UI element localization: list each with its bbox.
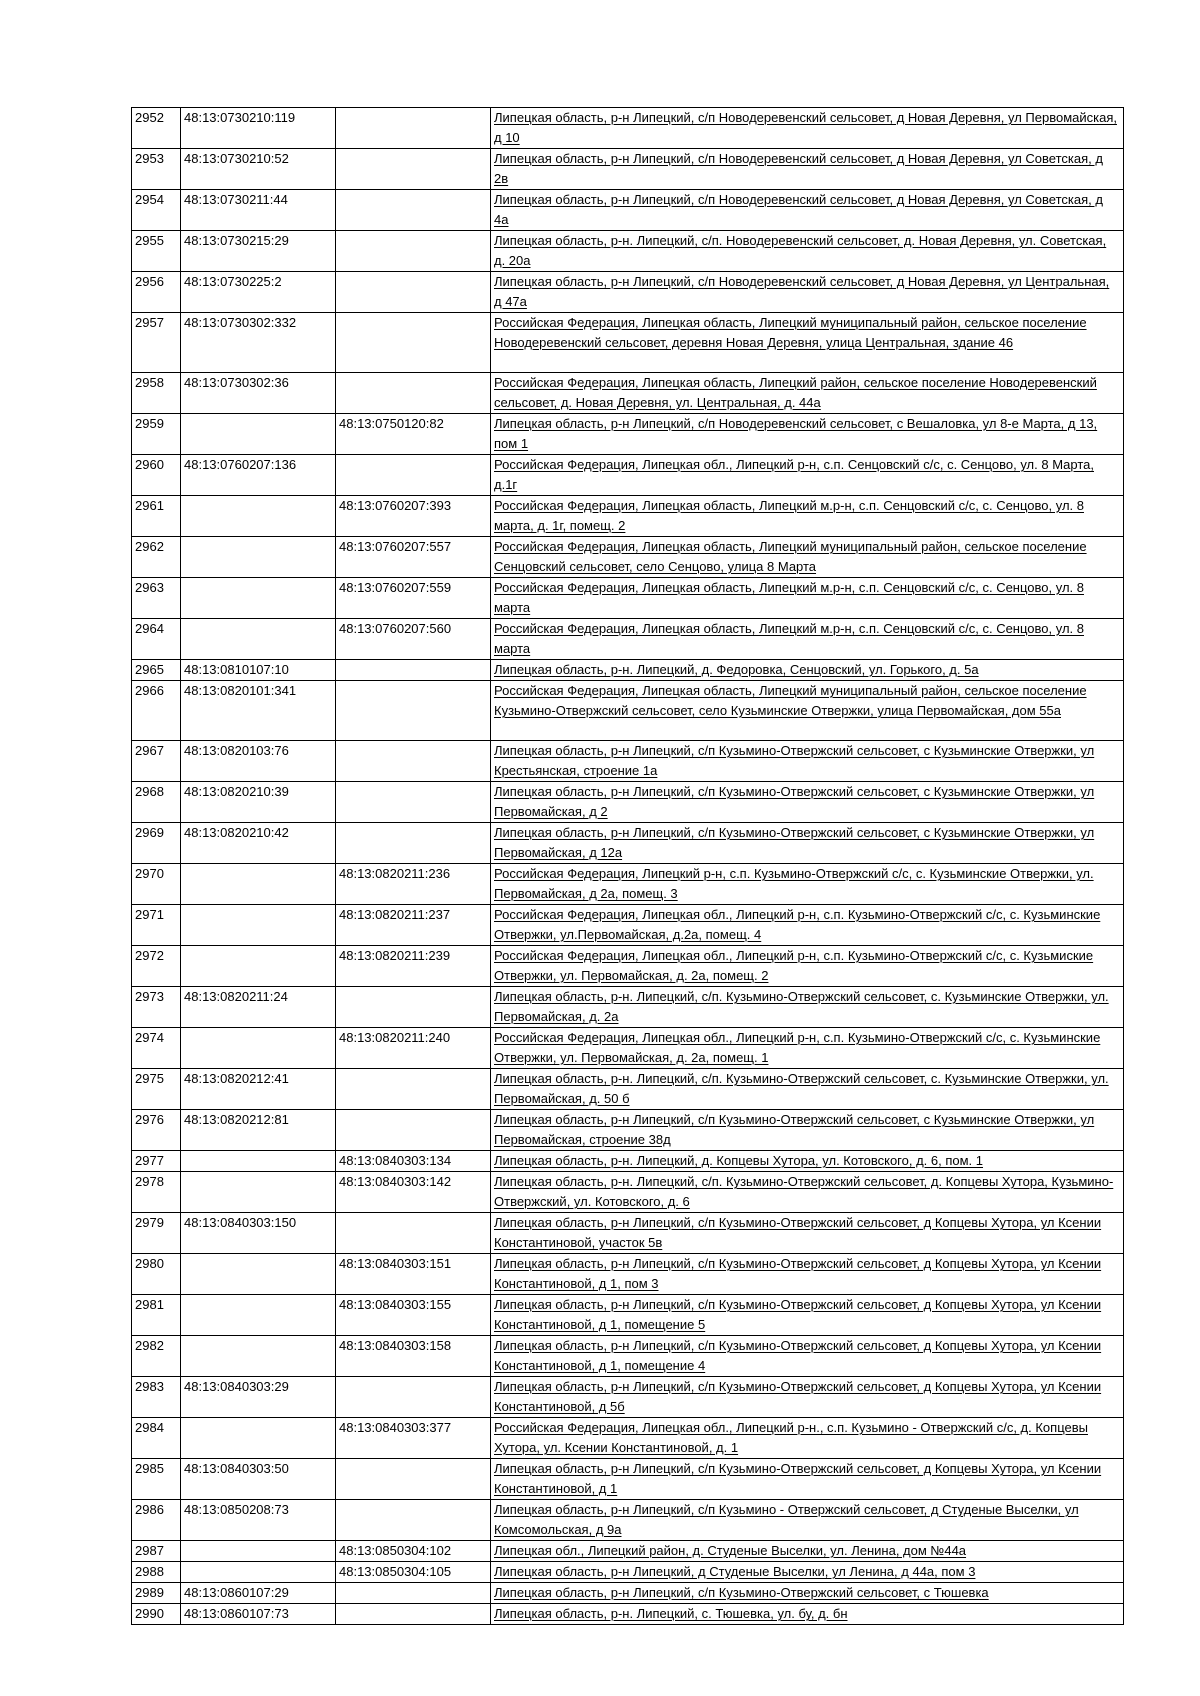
row-number-cell: 2979 [132, 1213, 181, 1254]
table-row [132, 782, 1124, 823]
address-cell: Липецкая область, р-н. Липецкий, д. Копцевы Хутора, ул. Котовского, д. 6, пом. 1 [491, 1151, 1124, 1172]
land-cadastral-number-cell: 48:13:0860107:29 [181, 1583, 336, 1604]
land-cadastral-number-cell: 48:13:0840303:29 [181, 1377, 336, 1418]
row-number-cell: 2980 [132, 1254, 181, 1295]
row-number-cell: 2986 [132, 1500, 181, 1541]
table-row [132, 1418, 1124, 1459]
cadastral-registry-table [131, 107, 1124, 1625]
row-number-cell: 2968 [132, 782, 181, 823]
object-cadastral-number-cell [336, 823, 491, 864]
row-number-cell: 2957 [132, 313, 181, 373]
object-cadastral-number-cell [336, 455, 491, 496]
row-number-cell: 2982 [132, 1336, 181, 1377]
land-cadastral-number-cell: 48:13:0850208:73 [181, 1500, 336, 1541]
land-cadastral-number-cell [181, 619, 336, 660]
address-cell: Липецкая область, р-н. Липецкий, с/п. Кузьмино-Отвержский сельсовет, с. Кузьминские Отвержки, ул. Первомайская, д. 2а [491, 987, 1124, 1028]
table-row [132, 681, 1124, 741]
table-row [132, 108, 1124, 149]
object-cadastral-number-cell [336, 272, 491, 313]
address-cell: Липецкая область, р-н Липецкий, д Студеные Выселки, ул Ленина, д 44а, пом 3 [491, 1562, 1124, 1583]
table-row [132, 1254, 1124, 1295]
row-number-cell: 2952 [132, 108, 181, 149]
object-cadastral-number-cell: 48:13:0820211:239 [336, 946, 491, 987]
object-cadastral-number-cell [336, 660, 491, 681]
row-number-cell: 2972 [132, 946, 181, 987]
row-number-cell: 2967 [132, 741, 181, 782]
row-number-cell: 2985 [132, 1459, 181, 1500]
object-cadastral-number-cell [336, 1213, 491, 1254]
table-row [132, 1028, 1124, 1069]
land-cadastral-number-cell [181, 1541, 336, 1562]
row-number-cell: 2970 [132, 864, 181, 905]
row-number-cell: 2954 [132, 190, 181, 231]
land-cadastral-number-cell: 48:13:0730302:36 [181, 373, 336, 414]
land-cadastral-number-cell: 48:13:0760207:136 [181, 455, 336, 496]
table-row [132, 455, 1124, 496]
table-row [132, 1604, 1124, 1625]
object-cadastral-number-cell: 48:13:0750120:82 [336, 414, 491, 455]
object-cadastral-number-cell: 48:13:0760207:559 [336, 578, 491, 619]
object-cadastral-number-cell [336, 1110, 491, 1151]
address-cell: Российская Федерация, Липецкая обл., Липецкий р-н, с.п. Кузьмино-Отвержский с/с, с. Кузьмиские Отвержки, ул. Первомайская, д. 2а, помещ. 2 [491, 946, 1124, 987]
land-cadastral-number-cell [181, 537, 336, 578]
address-cell: Российская Федерация, Липецкая обл., Липецкий р-н, с.п. Кузьмино-Отвержский с/с, с. Кузьминские Отвержки, ул.Первомайская, д.2а, помещ. 4 [491, 905, 1124, 946]
land-cadastral-number-cell [181, 946, 336, 987]
object-cadastral-number-cell [336, 108, 491, 149]
address-cell: Липецкая область, р-н. Липецкий, с/п. Кузьмино-Отвержский сельсовет, с. Кузьминские Отвержки, ул. Первомайская, д. 50 б [491, 1069, 1124, 1110]
object-cadastral-number-cell [336, 1583, 491, 1604]
object-cadastral-number-cell: 48:13:0850304:102 [336, 1541, 491, 1562]
table-row [132, 619, 1124, 660]
land-cadastral-number-cell: 48:13:0730210:52 [181, 149, 336, 190]
object-cadastral-number-cell: 48:13:0760207:393 [336, 496, 491, 537]
land-cadastral-number-cell: 48:13:0860107:73 [181, 1604, 336, 1625]
land-cadastral-number-cell: 48:13:0820212:81 [181, 1110, 336, 1151]
land-cadastral-number-cell [181, 1295, 336, 1336]
table-row [132, 741, 1124, 782]
row-number-cell: 2973 [132, 987, 181, 1028]
land-cadastral-number-cell: 48:13:0840303:50 [181, 1459, 336, 1500]
table-row [132, 1583, 1124, 1604]
address-cell: Липецкая обл., Липецкий район, д. Студеные Выселки, ул. Ленина, дом №44а [491, 1541, 1124, 1562]
address-cell: Липецкая область, р-н Липецкий, с/п Кузьмино-Отвержский сельсовет, д Копцевы Хутора, ул Ксении Константиновой, д 1, пом 3 [491, 1254, 1124, 1295]
object-cadastral-number-cell [336, 782, 491, 823]
object-cadastral-number-cell [336, 987, 491, 1028]
row-number-cell: 2988 [132, 1562, 181, 1583]
address-cell: Липецкая область, р-н Липецкий, с/п Кузьмино-Отвержский сельсовет, с Кузьминские Отвержки, ул Первомайская, д 2 [491, 782, 1124, 823]
row-number-cell: 2987 [132, 1541, 181, 1562]
object-cadastral-number-cell: 48:13:0840303:142 [336, 1172, 491, 1213]
land-cadastral-number-cell: 48:13:0730302:332 [181, 313, 336, 373]
address-cell: Липецкая область, р-н Липецкий, с/п Кузьмино-Отвержский сельсовет, д Копцевы Хутора, ул Ксении Константиновой, участок 5в [491, 1213, 1124, 1254]
row-number-cell: 2953 [132, 149, 181, 190]
object-cadastral-number-cell [336, 231, 491, 272]
table-row [132, 1500, 1124, 1541]
land-cadastral-number-cell: 48:13:0730210:119 [181, 108, 336, 149]
land-cadastral-number-cell: 48:13:0810107:10 [181, 660, 336, 681]
address-cell: Липецкая область, р-н Липецкий, с/п Кузьмино-Отвержский сельсовет, д Копцевы Хутора, ул Ксении Константиновой, д 5б [491, 1377, 1124, 1418]
object-cadastral-number-cell: 48:13:0820211:240 [336, 1028, 491, 1069]
table-row [132, 987, 1124, 1028]
address-cell: Липецкая область, р-н Липецкий, с/п Новодеревенский сельсовет, д Новая Деревня, ул Центральная, д 47а [491, 272, 1124, 313]
object-cadastral-number-cell: 48:13:0840303:151 [336, 1254, 491, 1295]
address-cell: Липецкая область, р-н Липецкий, с/п Кузьмино-Отвержский сельсовет, д Копцевы Хутора, ул Ксении Константиновой, д 1 [491, 1459, 1124, 1500]
table-row [132, 1110, 1124, 1151]
row-number-cell: 2964 [132, 619, 181, 660]
address-cell: Липецкая область, р-н Липецкий, с/п Кузьмино-Отвержский сельсовет, с Кузьминские Отвержки, ул Крестьянская, строение 1а [491, 741, 1124, 782]
land-cadastral-number-cell: 48:13:0730225:2 [181, 272, 336, 313]
table-row [132, 1151, 1124, 1172]
address-cell: Липецкая область, р-н. Липецкий, с/п. Новодеревенский сельсовет, д. Новая Деревня, ул. Советская, д. 20а [491, 231, 1124, 272]
address-cell: Российская Федерация, Липецкая область, Липецкий м.р-н, с.п. Сенцовский с/с, с. Сенцово, ул. 8 марта [491, 578, 1124, 619]
address-cell: Липецкая область, р-н. Липецкий, с. Тюшевка, ул. бу, д. бн [491, 1604, 1124, 1625]
land-cadastral-number-cell: 48:13:0840303:150 [181, 1213, 336, 1254]
table-row [132, 1295, 1124, 1336]
object-cadastral-number-cell [336, 1069, 491, 1110]
table-row [132, 1459, 1124, 1500]
table-row [132, 1541, 1124, 1562]
land-cadastral-number-cell [181, 864, 336, 905]
land-cadastral-number-cell [181, 578, 336, 619]
table-row [132, 578, 1124, 619]
land-cadastral-number-cell [181, 496, 336, 537]
object-cadastral-number-cell: 48:13:0840303:155 [336, 1295, 491, 1336]
row-number-cell: 2981 [132, 1295, 181, 1336]
object-cadastral-number-cell [336, 373, 491, 414]
address-cell: Липецкая область, р-н Липецкий, с/п Новодеревенский сельсовет, д Новая Деревня, ул Советская, д 4а [491, 190, 1124, 231]
address-cell: Липецкая область, р-н Липецкий, с/п Кузьмино-Отвержский сельсовет, с Тюшевка [491, 1583, 1124, 1604]
address-cell: Российская Федерация, Липецкий р-н, с.п. Кузьмино-Отвержский с/с, с. Кузьминские Отвержки, ул. Первомайская, д 2а, помещ. 3 [491, 864, 1124, 905]
object-cadastral-number-cell [336, 149, 491, 190]
row-number-cell: 2956 [132, 272, 181, 313]
land-cadastral-number-cell: 48:13:0820210:42 [181, 823, 336, 864]
address-cell: Российская Федерация, Липецкая обл., Липецкий р-н, с.п. Кузьмино-Отвержский с/с, с. Кузьминские Отвержки, ул. Первомайская, д. 2а, помещ. 1 [491, 1028, 1124, 1069]
object-cadastral-number-cell: 48:13:0840303:158 [336, 1336, 491, 1377]
land-cadastral-number-cell: 48:13:0820211:24 [181, 987, 336, 1028]
table-row [132, 313, 1124, 373]
object-cadastral-number-cell: 48:13:0840303:134 [336, 1151, 491, 1172]
address-cell: Липецкая область, р-н Липецкий, с/п Новодеревенский сельсовет, с Вешаловка, ул 8-е Марта, д 13, пом 1 [491, 414, 1124, 455]
land-cadastral-number-cell: 48:13:0730211:44 [181, 190, 336, 231]
row-number-cell: 2975 [132, 1069, 181, 1110]
table-row [132, 1336, 1124, 1377]
address-cell: Липецкая область, р-н Липецкий, с/п Новодеревенский сельсовет, д Новая Деревня, ул Первомайская, д 10 [491, 108, 1124, 149]
row-number-cell: 2959 [132, 414, 181, 455]
table-row [132, 1562, 1124, 1583]
table-row [132, 231, 1124, 272]
table-row [132, 1213, 1124, 1254]
row-number-cell: 2990 [132, 1604, 181, 1625]
address-cell: Липецкая область, р-н Липецкий, с/п Новодеревенский сельсовет, д Новая Деревня, ул Советская, д 2в [491, 149, 1124, 190]
row-number-cell: 2974 [132, 1028, 181, 1069]
address-cell: Липецкая область, р-н Липецкий, с/п Кузьмино-Отвержский сельсовет, с Кузьминские Отвержки, ул Первомайская, д 12а [491, 823, 1124, 864]
row-number-cell: 2963 [132, 578, 181, 619]
registry-table-body [132, 108, 1124, 1625]
object-cadastral-number-cell [336, 741, 491, 782]
object-cadastral-number-cell: 48:13:0850304:105 [336, 1562, 491, 1583]
object-cadastral-number-cell [336, 1459, 491, 1500]
land-cadastral-number-cell: 48:13:0820103:76 [181, 741, 336, 782]
row-number-cell: 2955 [132, 231, 181, 272]
table-row [132, 946, 1124, 987]
row-number-cell: 2977 [132, 1151, 181, 1172]
object-cadastral-number-cell [336, 1377, 491, 1418]
table-row [132, 373, 1124, 414]
table-row [132, 905, 1124, 946]
row-number-cell: 2984 [132, 1418, 181, 1459]
object-cadastral-number-cell [336, 1604, 491, 1625]
land-cadastral-number-cell [181, 905, 336, 946]
land-cadastral-number-cell: 48:13:0730215:29 [181, 231, 336, 272]
address-cell: Липецкая область, р-н Липецкий, с/п Кузьмино-Отвержский сельсовет, д Копцевы Хутора, ул Ксении Константиновой, д 1, помещение 5 [491, 1295, 1124, 1336]
address-cell: Российская Федерация, Липецкая область, Липецкий муниципальный район, сельское поселение Сенцовский сельсовет, село Сенцово, улица 8 Марта [491, 537, 1124, 578]
table-row [132, 537, 1124, 578]
land-cadastral-number-cell [181, 1151, 336, 1172]
table-row [132, 660, 1124, 681]
table-row [132, 190, 1124, 231]
land-cadastral-number-cell [181, 1562, 336, 1583]
row-number-cell: 2966 [132, 681, 181, 741]
table-row [132, 864, 1124, 905]
row-number-cell: 2971 [132, 905, 181, 946]
table-row [132, 1377, 1124, 1418]
object-cadastral-number-cell [336, 1500, 491, 1541]
land-cadastral-number-cell [181, 1418, 336, 1459]
object-cadastral-number-cell: 48:13:0820211:237 [336, 905, 491, 946]
address-cell: Российская Федерация, Липецкая обл., Липецкий р-н, с.п. Сенцовский с/с, с. Сенцово, ул. 8 Марта, д.1г [491, 455, 1124, 496]
address-cell: Российская Федерация, Липецкая область, Липецкий м.р-н, с.п. Сенцовский с/с, с. Сенцово, ул. 8 марта [491, 619, 1124, 660]
land-cadastral-number-cell [181, 414, 336, 455]
address-cell: Российская Федерация, Липецкая обл., Липецкий р-н., с.п. Кузьмино - Отвержский с/с, д. Копцевы Хутора, ул. Ксении Константиновой, д. 1 [491, 1418, 1124, 1459]
table-row [132, 149, 1124, 190]
land-cadastral-number-cell [181, 1172, 336, 1213]
object-cadastral-number-cell: 48:13:0840303:377 [336, 1418, 491, 1459]
land-cadastral-number-cell: 48:13:0820210:39 [181, 782, 336, 823]
table-row [132, 496, 1124, 537]
table-row [132, 272, 1124, 313]
table-row [132, 1069, 1124, 1110]
object-cadastral-number-cell: 48:13:0760207:560 [336, 619, 491, 660]
address-cell: Липецкая область, р-н Липецкий, с/п Кузьмино-Отвержский сельсовет, д Копцевы Хутора, ул Ксении Константиновой, д 1, помещение 4 [491, 1336, 1124, 1377]
row-number-cell: 2960 [132, 455, 181, 496]
table-row [132, 414, 1124, 455]
row-number-cell: 2983 [132, 1377, 181, 1418]
row-number-cell: 2962 [132, 537, 181, 578]
address-cell: Липецкая область, р-н. Липецкий, д. Федоровка, Сенцовский, ул. Горького, д. 5а [491, 660, 1124, 681]
address-cell: Липецкая область, р-н. Липецкий, с/п. Кузьмино-Отвержский сельсовет, д. Копцевы Хутора, Кузьмино-Отвержский, ул. Котовского, д. 6 [491, 1172, 1124, 1213]
object-cadastral-number-cell: 48:13:0820211:236 [336, 864, 491, 905]
object-cadastral-number-cell: 48:13:0760207:557 [336, 537, 491, 578]
table-row [132, 1172, 1124, 1213]
address-cell: Российская Федерация, Липецкая область, Липецкий м.р-н, с.п. Сенцовский с/с, с. Сенцово, ул. 8 марта, д. 1г, помещ. 2 [491, 496, 1124, 537]
row-number-cell: 2961 [132, 496, 181, 537]
address-cell: Российская Федерация, Липецкая область, Липецкий район, сельское поселение Новодеревенский сельсовет, д. Новая Деревня, ул. Центральная, д. 44а [491, 373, 1124, 414]
object-cadastral-number-cell [336, 681, 491, 741]
land-cadastral-number-cell [181, 1254, 336, 1295]
land-cadastral-number-cell: 48:13:0820101:341 [181, 681, 336, 741]
table-row [132, 823, 1124, 864]
address-cell: Российская Федерация, Липецкая область, Липецкий муниципальный район, сельское поселение Новодеревенский сельсовет, деревня Новая Деревня, улица Центральная, здание 46 [491, 313, 1124, 373]
row-number-cell: 2965 [132, 660, 181, 681]
address-cell: Липецкая область, р-н Липецкий, с/п Кузьмино-Отвержский сельсовет, с Кузьминские Отвержки, ул Первомайская, строение 38д [491, 1110, 1124, 1151]
object-cadastral-number-cell [336, 313, 491, 373]
land-cadastral-number-cell [181, 1028, 336, 1069]
object-cadastral-number-cell [336, 190, 491, 231]
address-cell: Липецкая область, р-н Липецкий, с/п Кузьмино - Отвержский сельсовет, д Студеные Выселки, ул Комсомольская, д 9а [491, 1500, 1124, 1541]
row-number-cell: 2976 [132, 1110, 181, 1151]
row-number-cell: 2989 [132, 1583, 181, 1604]
land-cadastral-number-cell: 48:13:0820212:41 [181, 1069, 336, 1110]
row-number-cell: 2969 [132, 823, 181, 864]
row-number-cell: 2978 [132, 1172, 181, 1213]
land-cadastral-number-cell [181, 1336, 336, 1377]
row-number-cell: 2958 [132, 373, 181, 414]
address-cell: Российская Федерация, Липецкая область, Липецкий муниципальный район, сельское поселение Кузьмино-Отвержский сельсовет, село Кузьминские Отвержки, улица Первомайская, дом 55а [491, 681, 1124, 741]
